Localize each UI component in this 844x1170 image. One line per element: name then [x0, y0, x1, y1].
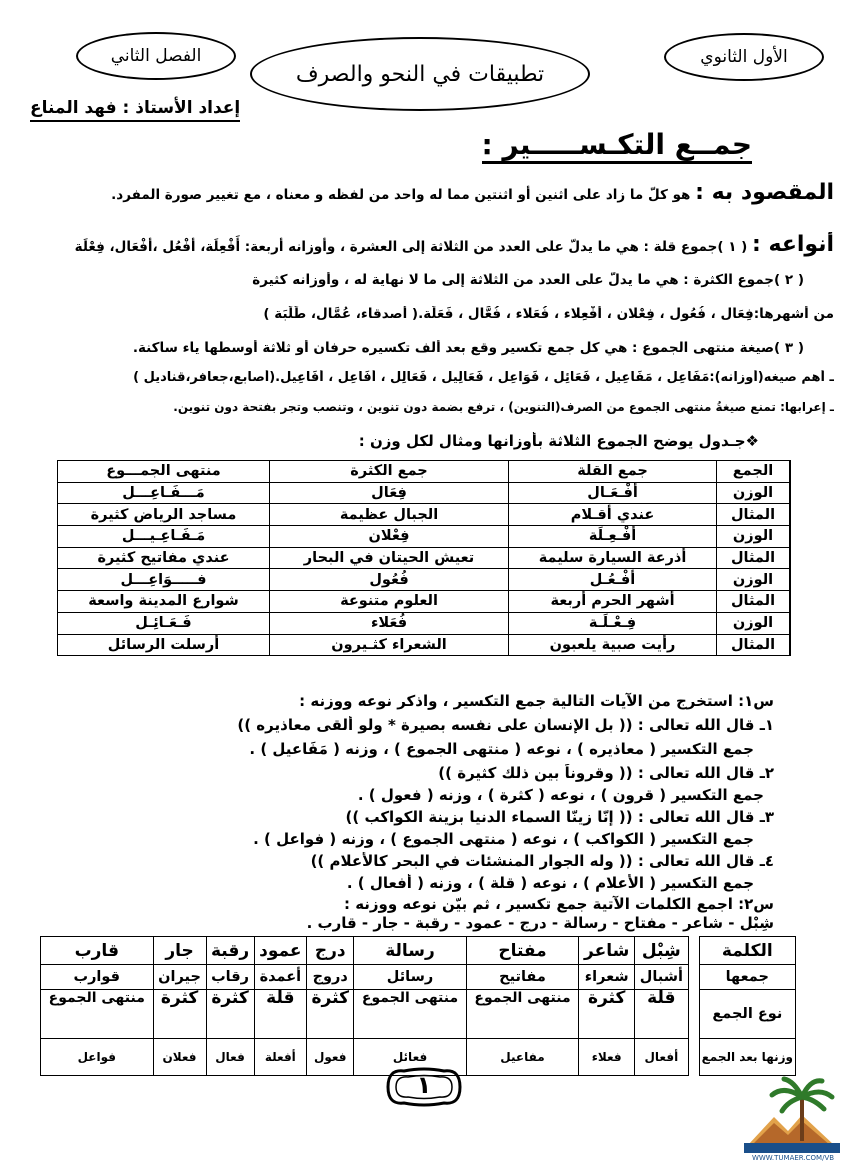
grade-label: الأول الثانوي	[664, 33, 824, 81]
row-label: وزنها بعد الجمع	[699, 1039, 795, 1076]
table-cell: فَـعَـائِـل	[58, 612, 270, 634]
type-cell: كثرة	[307, 990, 354, 1039]
table-cell: أشهر الحرم أربعة	[509, 591, 717, 613]
table-row	[58, 634, 791, 656]
word-cell: مفتاح	[466, 937, 578, 965]
pattern-cell: فعلان	[153, 1039, 206, 1076]
table-row	[58, 612, 791, 634]
table-cell: أفْـعَـال	[509, 482, 717, 504]
pattern-cell: فعلاء	[579, 1039, 635, 1076]
table-cell: فـــــوَاعِـــل	[58, 569, 270, 591]
type-cell: منتهى الجموع	[354, 990, 466, 1039]
type-cell: كثرة	[153, 990, 206, 1039]
types-row	[41, 990, 796, 1039]
table-cell: فُعَلاء	[270, 612, 509, 634]
table-cell: رأيت صبية يلعبون	[509, 634, 717, 656]
exercise1-answer: جمع التكسير ( معاذيره ) ، نوعه ( منتهى الجموع ) ، وزنه ( مَفَاعيل ) .	[249, 740, 754, 758]
exercise1-answer: جمع التكسير ( الكواكب ) ، نوعه ( منتهى الجموع ) ، وزنه ( فواعل ) .	[253, 830, 754, 848]
table-cell: أفْـعُـل	[509, 569, 717, 591]
palm-logo-icon	[744, 1075, 840, 1153]
table-cell: فِعَال	[270, 482, 509, 504]
plural-cell: أشبال	[635, 965, 689, 990]
exercise2-words: شِبْل - شاعر - مفتاح - رسالة - درج - عمود - رقبة - جار - قارب .	[306, 914, 774, 932]
exercise2-table	[40, 936, 796, 1076]
table-cell: فِعْلان	[270, 526, 509, 548]
meaning-line	[10, 180, 834, 205]
type1-text: ( ١ )جموع قلة : هي ما يدلّ على العدد من الثلاثة إلى العشرة ، وأوزانه أربعة: أَفْعِلَة، أفْعُل ،أفْعَال، فِعْلَة	[74, 239, 748, 255]
words-row	[41, 937, 796, 965]
exercise1-item: ٢ـ قال الله تعالى : (( وقروناً بين ذلك كثيرة ))	[438, 764, 774, 782]
word-cell: رقبة	[206, 937, 254, 965]
table-header-cell: جمع الكثرة	[270, 461, 509, 483]
type-cell: كثرة	[206, 990, 254, 1039]
table-cell: المثال	[717, 547, 791, 569]
table-header-cell: منتهى الجمـــوع	[58, 461, 270, 483]
logo-url[interactable]: WWW.TUMAER.COM/VB	[751, 1154, 835, 1162]
column-gap	[688, 990, 699, 1039]
page-number-badge	[382, 1065, 466, 1109]
word-cell: رسالة	[354, 937, 466, 965]
row-label: نوع الجمع	[699, 990, 795, 1039]
plural-cell: مفاتيح	[466, 965, 578, 990]
table-cell: مَـفَـاعِـيـــل	[58, 526, 270, 548]
row-label: الكلمة	[699, 937, 795, 965]
plural-cell: رقاب	[206, 965, 254, 990]
plural-cell: دروج	[307, 965, 354, 990]
exercise1-question: س١: استخرج من الآيات التالية جمع التكسير ، واذكر نوعه ووزنه :	[299, 692, 774, 710]
type-cell: كثرة	[579, 990, 635, 1039]
table-cell: تعيش الحيتان في البحار	[270, 547, 509, 569]
word-cell: درج	[307, 937, 354, 965]
types-line	[10, 232, 834, 257]
table-cell: الجبال عظيمة	[270, 504, 509, 526]
table-cell: المثال	[717, 504, 791, 526]
plural-cell: جيران	[153, 965, 206, 990]
plural-cell: أعمدة	[254, 965, 307, 990]
type-cell: منتهى الجموع	[466, 990, 578, 1039]
column-gap	[688, 1039, 699, 1076]
word-cell: قارب	[41, 937, 154, 965]
table-cell: مَـــفَـاعِـــل	[58, 482, 270, 504]
plurals-table	[57, 460, 791, 656]
table-header-cell: الجمع	[717, 461, 791, 483]
exercise1-answer: جمع التكسير ( الأعلام ) ، نوعه ( قلة ) ، وزنه ( أفعال ) .	[346, 874, 754, 892]
type-cell: قلة	[635, 990, 689, 1039]
plural-cell: شعراء	[579, 965, 635, 990]
table-cell: فِـعْـلَـة	[509, 612, 717, 634]
exercise1-item: ٣ـ قال الله تعالى : (( إنّا زينّا السماء الدنيا بزينة الكواكب ))	[345, 808, 774, 826]
table-row	[58, 482, 791, 504]
author-credit: إعداد الأستاذ : فهد المناع	[30, 98, 240, 122]
table-cell: أرسلت الرسائل	[58, 634, 270, 656]
page-number: ١	[416, 1071, 432, 1099]
table-cell: أفْـعِـلَة	[509, 526, 717, 548]
table-cell: شوارع المدينة واسعة	[58, 591, 270, 613]
exercise1-answer: جمع التكسير ( قرون ) ، نوعه ( كثرة ) ، وزنه ( فعول ) .	[357, 786, 764, 804]
pattern-cell: أفعلة	[254, 1039, 307, 1076]
irab-line: ـ إعرابها: تمنع صيغةُ منتهى الجموع من الصرف(التنوين) ، ترفع بضمة دون تنوين ، وتنصب وتجر بفتحة دون تنوين.	[173, 400, 834, 414]
type2-line-a: ( ٢ )جموع الكثرة : هي ما يدلّ على العدد من الثلاثة إلى ما لا نهاية له ، وأوزانه كثيرة	[252, 272, 804, 288]
exercise2-question: س٢: اجمع الكلمات الآتية جمع تكسير ، ثم بيّن نوعه ووزنه :	[343, 895, 774, 913]
table-caption: ❖جـدول يوضح الجموع الثلاثة بأوزانها ومثال لكل وزن :	[358, 432, 759, 450]
table-cell: الوزن	[717, 612, 791, 634]
table-cell: المثال	[717, 634, 791, 656]
topic-heading: جمــع التكـســـــير :	[482, 128, 753, 164]
type-cell: منتهى الجموع	[41, 990, 154, 1039]
pattern-cell: فواعل	[41, 1039, 154, 1076]
table-cell: مساجد الرياض كثيرة	[58, 504, 270, 526]
table-cell: فُعُول	[270, 569, 509, 591]
word-cell: شِبْل	[635, 937, 689, 965]
exercise1-item: ١ـ قال الله تعالى : (( بل الإنسان على نفسه بصيرة * ولو ألقى معاذيره ))	[237, 716, 774, 734]
pattern-cell: فعول	[307, 1039, 354, 1076]
plurals-row	[41, 965, 796, 990]
table-cell: المثال	[717, 591, 791, 613]
pattern-cell: أفعال	[635, 1039, 689, 1076]
column-gap	[688, 937, 699, 965]
meaning-label: المقصود به :	[695, 180, 834, 205]
table-row	[58, 526, 791, 548]
table-row	[58, 569, 791, 591]
table-cell: الشعراء كثـيرون	[270, 634, 509, 656]
table-header-row	[58, 461, 791, 483]
word-cell: عمود	[254, 937, 307, 965]
table-row	[58, 547, 791, 569]
worksheet-title: تطبيقات في النحو والصرف	[250, 37, 590, 111]
pattern-cell: فعائل	[354, 1039, 466, 1076]
pattern-cell: مفاعيل	[466, 1039, 578, 1076]
table-header-cell: جمع القلة	[509, 461, 717, 483]
word-cell: جار	[153, 937, 206, 965]
table-cell: الوزن	[717, 482, 791, 504]
type2-line-b: من أشهرها:فِعَال ، فُعُول ، فِعْلان ، أفْعِلاء ، فُعَلاء ، فُعَّال ، فَعَلَة.( أصدقاء، عُمَّال، طَلَبَة )	[263, 306, 834, 322]
types-label: أنواعه :	[752, 232, 834, 257]
exercise1-item: ٤ـ قال الله تعالى : (( وله الجوار المنشئات في البحر كالأعلام ))	[310, 852, 774, 870]
table-cell: عندي أقـلام	[509, 504, 717, 526]
pattern-cell: فعال	[206, 1039, 254, 1076]
table-cell: أذرعة السيارة سليمة	[509, 547, 717, 569]
plural-cell: قوارب	[41, 965, 154, 990]
word-cell: شاعر	[579, 937, 635, 965]
column-gap	[688, 965, 699, 990]
term-label: الفصل الثاني	[76, 32, 236, 80]
table-cell: عندي مفاتيح كثيرة	[58, 547, 270, 569]
table-cell: الوزن	[717, 569, 791, 591]
forms-line: ـ أهم صيغه(أوزانه):مَفَاعِل ، مَفَاعِيل ، فَعَائِل ، فَوَاعِل ، فَعَالِيل ، فَعَالِل ، أفَاعِل ، أفَاعِيل.(أصابع،جعافر،قناديل )	[133, 370, 834, 385]
table-row	[58, 504, 791, 526]
row-label: جمعها	[699, 965, 795, 990]
table-cell: الوزن	[717, 526, 791, 548]
table-row	[58, 591, 791, 613]
plural-cell: رسائل	[354, 965, 466, 990]
meaning-text: هو كلّ ما زاد على اثنين أو اثنتين مما له واحد من لفظه و معناه ، مع تغيير صورة المفرد.	[111, 187, 691, 203]
table-cell: العلوم متنوعة	[270, 591, 509, 613]
type3-line: ( ٣ )صيغة منتهى الجموع : هي كل جمع تكسير وقع بعد ألف تكسيره حرفان أو ثلاثة أوسطها ياء ساكنة.	[132, 340, 804, 356]
type-cell: قلة	[254, 990, 307, 1039]
